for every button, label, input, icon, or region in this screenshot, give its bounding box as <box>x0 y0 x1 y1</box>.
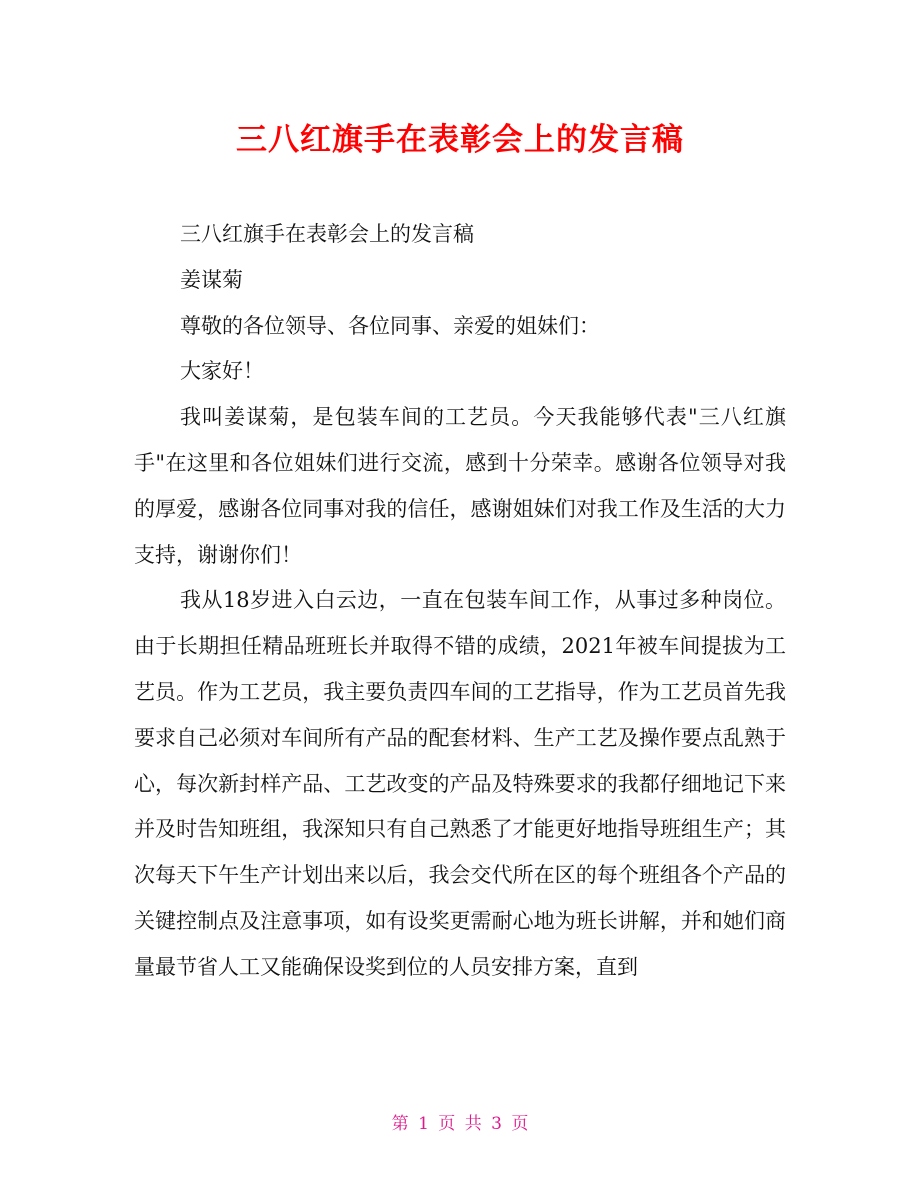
paragraph-author: 姜谋菊 <box>180 267 243 292</box>
page-number-footer: 第 1 页 共 3 页 <box>391 1114 529 1134</box>
paragraph-work-experience: 我从18岁进入白云边，一直在包装车间工作，从事过多种岗位。由于长期担任精品班班长并取得不错的成绩，2021年被车间提拔为工艺员。作为工艺员，我主要负责四车间的工艺指导，作为工艺员首先我要求自己必须对车间所有产品的配套材料、生产工艺及操作要点乱熟于心，每次新封样产品、工艺改变的产品及特殊要求的我都仔细地记下来并及时告知班组，我深知只有自己熟悉了才能更好地指导班组生产；其次每天下午生产计划出来以后，我会交代所在区的每个班组各个产品的关键控制点及注意事项，如有设奖更需耐心地为班长讲解，并和她们商量最节省人工又能确保设奖到位的人员安排方案，直到 <box>134 588 786 979</box>
document-body <box>134 212 786 991</box>
document-title: 三八红旗手在表彰会上的发言稿 <box>236 122 684 158</box>
paragraph-salutation: 尊敬的各位领导、各位同事、亲爱的姐妹们： <box>180 313 600 338</box>
paragraph-introduction: 我叫姜谋菊，是包装车间的工艺员。今天我能够代表"三八红旗手"在这里和各位姐妹们进行交流，感到十分荣幸。感谢各位领导对我的厚爱，感谢各位同事对我的信任，感谢姐妹们对我工作及生活的大力支持，谢谢你们！ <box>134 405 786 567</box>
paragraph-heading: 三八红旗手在表彰会上的发言稿 <box>180 222 474 246</box>
paragraph-greeting: 大家好！ <box>180 359 264 384</box>
